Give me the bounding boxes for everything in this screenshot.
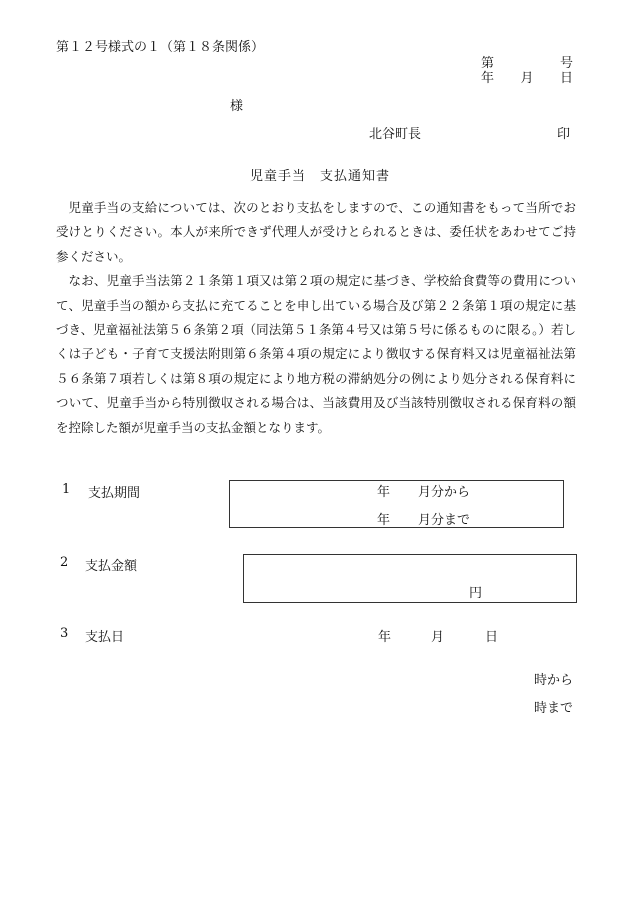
time-to: 時まで (534, 701, 574, 716)
document-title: 児童手当 支払通知書 (250, 169, 391, 184)
item-3-label: 支払日 (85, 630, 125, 645)
time-from: 時から (534, 673, 574, 688)
issue-day: 日 (559, 71, 573, 86)
period-from: 月分から (418, 485, 471, 500)
period-to-year: 年 (377, 513, 391, 528)
notice-body (56, 196, 576, 440)
item-3-number: 3 (60, 626, 69, 641)
payment-month: 月 (431, 630, 445, 645)
payment-year: 年 (378, 630, 392, 645)
payment-day: 日 (485, 630, 499, 645)
payment-amount-box (243, 554, 577, 603)
issue-date-line (481, 67, 573, 86)
payment-period-box (229, 480, 564, 528)
number-suffix: 号 (559, 56, 573, 71)
item-2-label: 支払金額 (85, 559, 138, 574)
number-prefix: 第 (481, 56, 495, 71)
issue-year: 年 (481, 71, 495, 86)
seal-mark: 印 (557, 127, 571, 142)
notice-paragraph-2: なお、児童手当法第２１条第１項又は第２項の規定に基づき、学校給食費等の費用について、児童手当の額から支払に充てることを申し出ている場合及び第２２条第１項の規定に基づき、児童福祉法第５６条第２項（同法第５１条第４号又は第５号に係るものに限る。）若しくは子ども・子育て支援法附則第６条第４項の規定により徴収する保育料又は児童福祉法第５６条第７項若しくは第８項の規定により地方税の滞納処分の例により処分される保育料について、児童手当から特別徴収される場合は、当該費用及び当該特別徴収される保育料の額を控除した額が児童手当の支払金額となります。 (56, 273, 576, 435)
amount-unit: 円 (469, 586, 483, 601)
item-1-label: 支払期間 (88, 486, 141, 501)
issuer-name: 北谷町長 (369, 127, 422, 142)
item-2-number: 2 (60, 555, 69, 570)
notice-paragraph-1: 児童手当の支給については、次のとおり支払をしますので、この通知書をもって当所でお受けとりください。本人が来所できず代理人が受けとられるときは、委任状をあわせてご持参ください。 (56, 200, 576, 264)
item-1-number: 1 (62, 482, 71, 497)
issue-month: 月 (520, 71, 534, 86)
period-from-year: 年 (377, 485, 391, 500)
addressee-suffix: 様 (230, 99, 244, 114)
form-number: 第１２号様式の１（第１８条関係） (56, 40, 265, 55)
period-to: 月分まで (418, 513, 471, 528)
